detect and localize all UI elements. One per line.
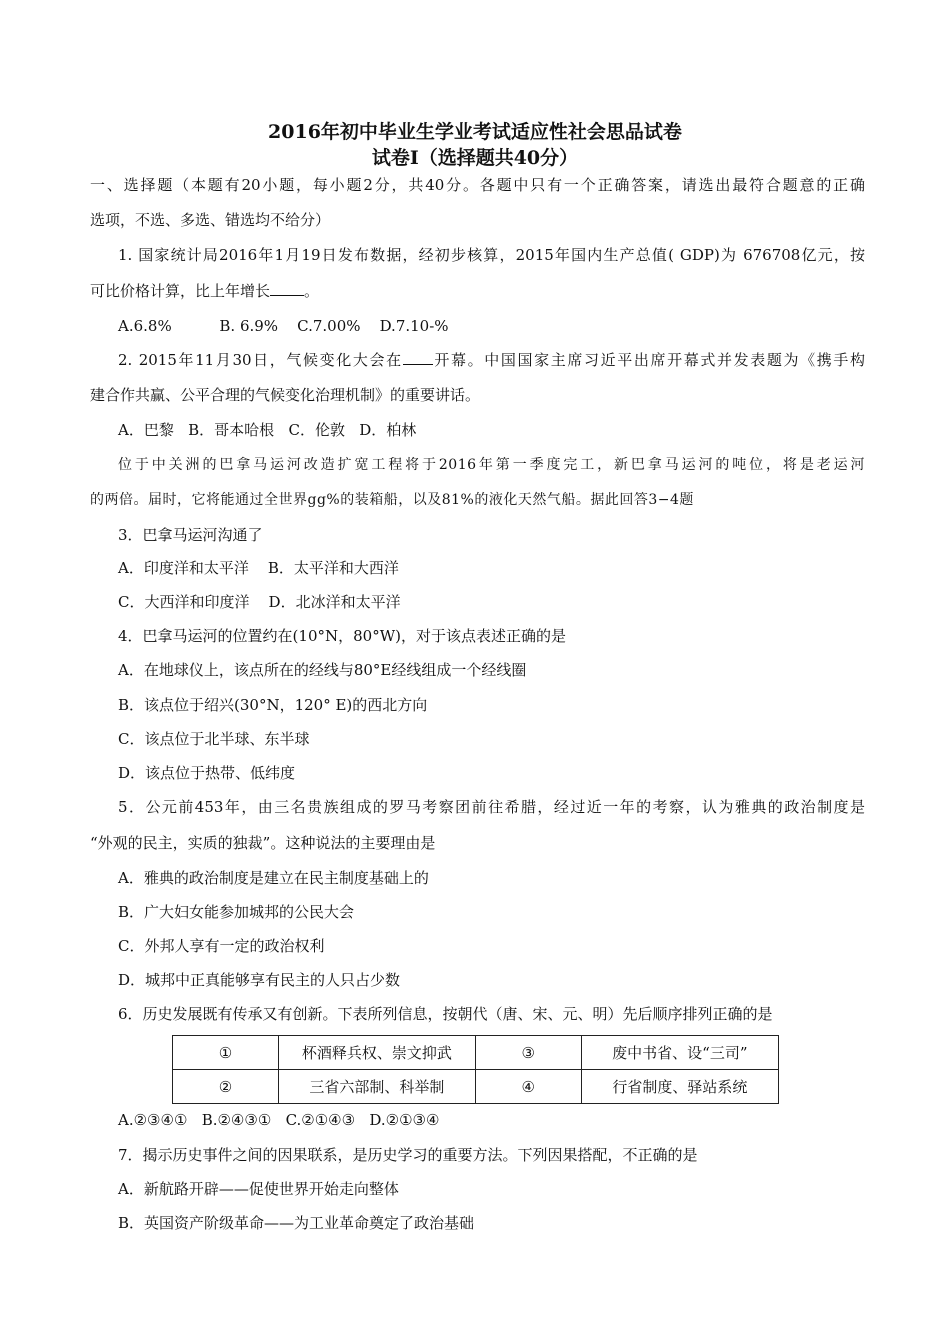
q5-option-b: B．广大妇女能参加城邦的公民大会 [118, 903, 355, 921]
table-cell: ④ [475, 1070, 581, 1104]
q2-stem-text: 2. 2015年11月30日，气候变化大会在 [118, 351, 403, 369]
q1-stem-line-1: 1. 国家统计局2016年1月19日发布数据，经初步核算，2015年国内生产总值( GDP)为 676708亿元，按 [118, 246, 865, 264]
q5-stem-line-2: “外观的民主，实质的独裁”。这种说法的主要理由是 [90, 834, 436, 852]
q5-option-c: C．外邦人享有一定的政治权利 [118, 937, 325, 955]
q6-options: A.②③④① B.②④③① C.②①④③ D.②①③④ [118, 1111, 440, 1129]
q1-stem-line-2 [90, 281, 319, 301]
answer-blank [270, 281, 304, 296]
table-cell: 杯酒释兵权、崇文抑武 [278, 1036, 475, 1070]
q7-option-b: B．英国资产阶级革命——为工业革命奠定了政治基础 [118, 1214, 475, 1232]
passage-line-1: 位于中关洲的巴拿马运河改造扩宽工程将于2016年第一季度完工，新巴拿马运河的吨位，将是老运河 [118, 457, 865, 473]
q4-option-a: A．在地球仪上，该点所在的经线与80°E经线组成一个经线圈 [118, 661, 527, 679]
q4-option-d: D．该点位于热带、低纬度 [118, 764, 296, 782]
exam-title: 2016年初中毕业生学业考试适应性社会思品试卷 [268, 121, 682, 143]
q4-option-c: C．该点位于北半球、东半球 [118, 730, 310, 748]
q2-stem-text-cont: 开幕。中国国家主席习近平出席开幕式并发表题为《携手构 [432, 351, 865, 369]
exam-subtitle: 试卷Ⅰ（选择题共40分） [371, 147, 579, 169]
q3-options-cd: C．大西洋和印度洋 D．北冰洋和太平洋 [118, 593, 401, 611]
table-cell: 废中书省、设“三司” [581, 1036, 778, 1070]
dynasty-table [172, 1035, 779, 1104]
q7-stem: 7．揭示历史事件之间的因果联系，是历史学习的重要方法。下列因果搭配，不正确的是 [118, 1146, 698, 1164]
q2-options: A．巴黎 B．哥本哈根 C．伦敦 D．柏林 [118, 421, 417, 439]
q5-option-d: D．城邦中正真能够享有民主的人只占少数 [118, 971, 401, 989]
q2-stem-line-1 [118, 350, 865, 370]
q2-stem-line-2: 建合作共赢、公平合理的气候变化治理机制》的重要讲话。 [90, 386, 481, 404]
table-row [173, 1070, 779, 1104]
q1-stem-text: 可比价格计算，比上年增长 [90, 282, 271, 300]
q1-options: A.6.8% B. 6.9% C.7.00% D.7.10-% [118, 317, 449, 335]
table-cell: 行省制度、驿站系统 [581, 1070, 778, 1104]
q5-stem-line-1: 5．公元前453年，由三名贵族组成的罗马考察团前往希腊，经过近一年的考察，认为雅典的政治制度是 [118, 798, 865, 816]
q4-option-b: B．该点位于绍兴(30°N，120° E)的西北方向 [118, 696, 428, 714]
q6-stem: 6．历史发展既有传承又有创新。下表所列信息，按朝代（唐、宋、元、明）先后顺序排列正确的是 [118, 1005, 773, 1023]
table-row [173, 1036, 779, 1070]
section-heading-line-2: 选项，不选、多选、错选均不给分） [90, 211, 331, 229]
section-heading-line-1: 一、选择题（本题有20小题，每小题2分，共40分。各题中只有一个正确答案，请选出最符合题意的正确 [90, 176, 865, 194]
q3-stem: 3．巴拿马运河沟通了 [118, 526, 263, 544]
q7-option-a: A．新航路开辟——促使世界开始走向整体 [118, 1180, 399, 1198]
q1-stem-end: 。 [304, 282, 320, 300]
table-cell: 三省六部制、科举制 [278, 1070, 475, 1104]
answer-blank [403, 350, 433, 365]
q4-stem: 4．巴拿马运河的位置约在(10°N，80°W)，对于该点表述正确的是 [118, 627, 566, 645]
table-cell: ① [173, 1036, 279, 1070]
table-cell: ③ [475, 1036, 581, 1070]
passage-line-2: 的两倍。届时，它将能通过全世界gg%的装箱船，以及81%的液化天然气船。据此回答3−4题 [90, 492, 694, 508]
q5-option-a: A．雅典的政治制度是建立在民主制度基础上的 [118, 869, 429, 887]
q3-options-ab: A．印度洋和太平洋 B．太平洋和大西洋 [118, 559, 399, 577]
table-cell: ② [173, 1070, 279, 1104]
